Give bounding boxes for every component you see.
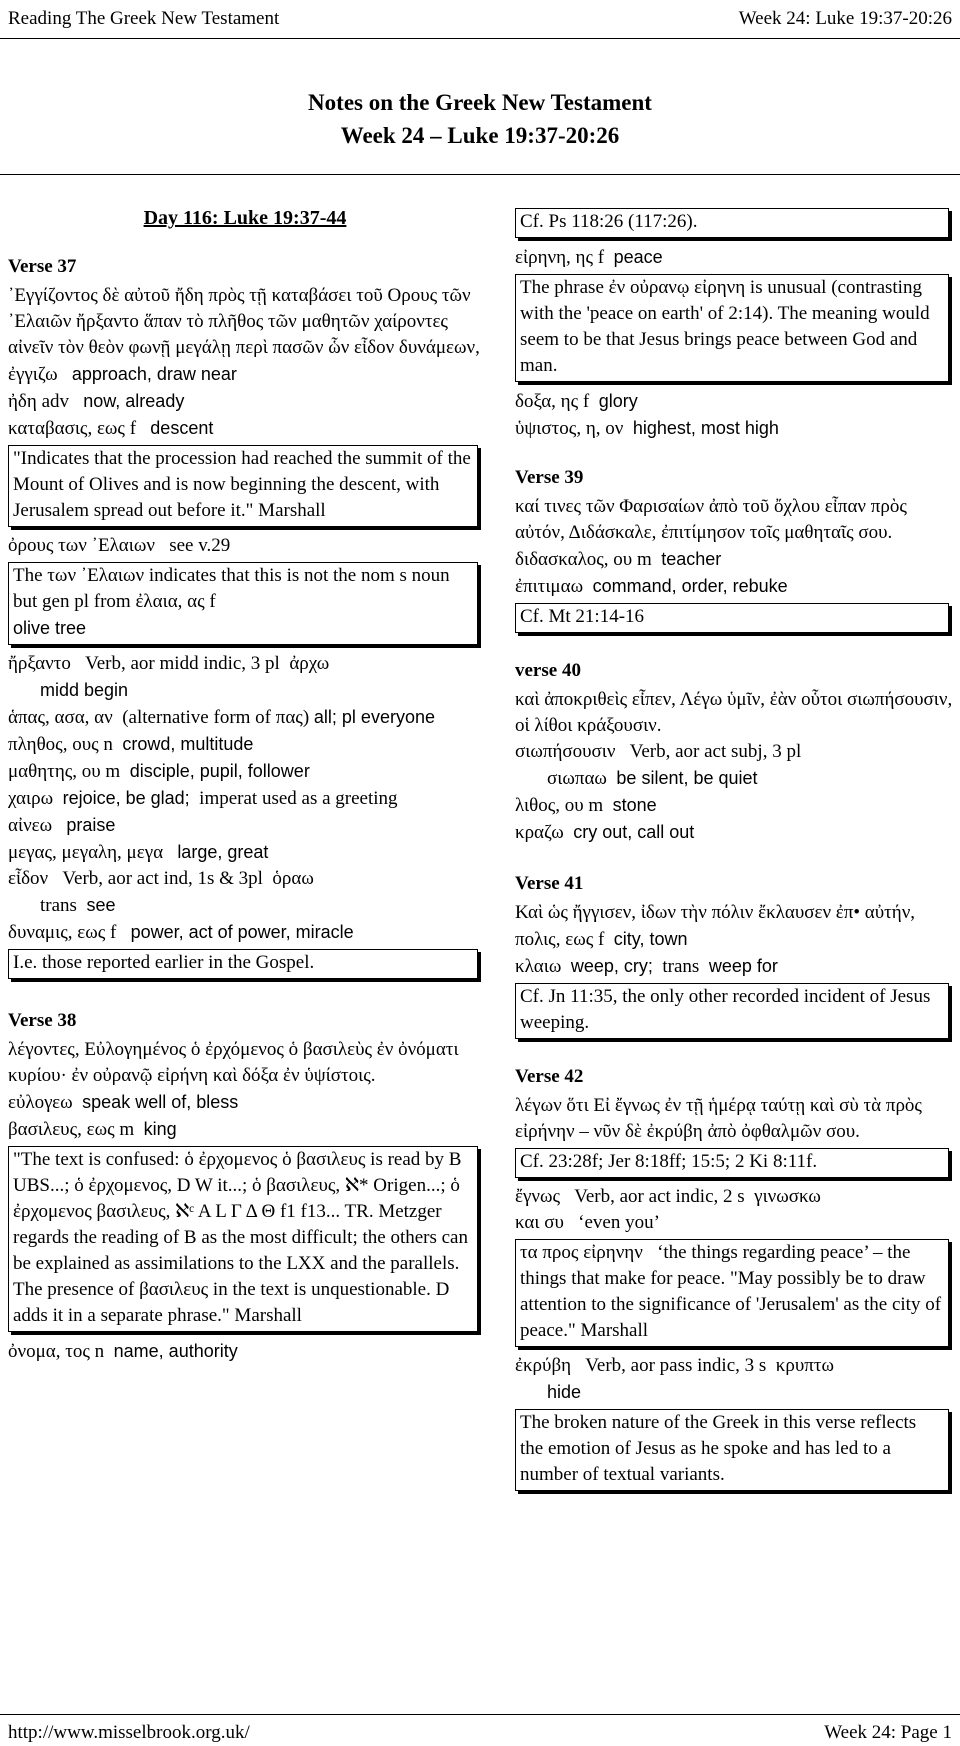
greek-word: πληθος, ους n [8, 734, 113, 755]
gloss: name, authority [113, 1341, 238, 1361]
vocab-entry [8, 704, 482, 731]
greek-word: διδασκαλος, ου m [515, 549, 652, 570]
greek-word: εἶδον [8, 868, 49, 889]
greek-word: καταβασις, εως f [8, 418, 137, 439]
gloss: stone [612, 795, 657, 815]
note-box: Cf. Jn 11:35, the only other recorded incident of Jesus weeping. [515, 983, 949, 1039]
note-box: "Indicates that the procession had reached the summit of the Mount of Olives and is now beginning the descent, with Jerusalem spread out before it." Marshall [8, 445, 478, 527]
greek-word: ἔγνως [515, 1186, 560, 1207]
greek-word: λιθος, ου m [515, 795, 604, 816]
gloss: power, act of power, miracle [130, 922, 354, 942]
gloss: be silent, be quiet [616, 768, 758, 788]
verse-39-heading: Verse 39 [515, 467, 584, 488]
note-box: The broken nature of the Greek in this verse reflects the emotion of Jesus as he spoke and has led to a number of textual variants. [515, 1409, 949, 1491]
vocab-entry [515, 244, 953, 271]
greek-word: εἰρηνη, ης f [515, 247, 605, 268]
grammar-note: trans [40, 895, 77, 916]
gloss: olive tree [13, 618, 87, 638]
greek-word: τα προς εἰρηνην [520, 1242, 643, 1263]
gloss: praise [66, 815, 116, 835]
greek-word: κλαιω [515, 956, 562, 977]
verse-40-heading: verse 40 [515, 660, 581, 681]
gloss: cry out, call out [573, 822, 695, 842]
gloss: ‘even you’ [578, 1212, 660, 1233]
gloss: crowd, multitude [122, 734, 254, 754]
greek-word: κραζω [515, 822, 564, 843]
greek-word: ἐπιτιμαω [515, 576, 584, 597]
vocab-entry [8, 758, 482, 785]
grammar-note: Verb, aor pass indic, 3 s [585, 1355, 767, 1376]
verse-42-heading: Verse 42 [515, 1066, 584, 1087]
greek-word: ἤρξαντο [8, 653, 71, 674]
note-text: ‘the things regarding peace’ – the things that make for peace. "May possibly be to draw attention to the significance of 'Jerusalem' as the city of peace." Marshall [520, 1242, 942, 1341]
gloss: hide [547, 1382, 582, 1402]
greek-word: γινωσκω [754, 1186, 821, 1207]
gloss: peace [613, 247, 663, 267]
vocab-entry [515, 819, 953, 846]
greek-word: σιωπαω [547, 768, 607, 789]
greek-word: δοξα, ης f [515, 391, 590, 412]
gloss: highest, most high [632, 418, 779, 438]
greek-word: βασιλευς, εως m [8, 1119, 135, 1140]
vocab-entry [8, 839, 482, 866]
note-box: The phrase ἐν οὐρανῳ εἰρηνη is unusual (contrasting with the 'peace on earth' of 2:14). The meaning would seem to be that Jesus brings peace between God and man. [515, 274, 949, 382]
vocab-entry [8, 1089, 482, 1116]
grammar-note: (alternative form of [122, 707, 271, 728]
gloss: disciple, pupil, follower [129, 761, 310, 781]
verse-37-text: ᾿Εγγίζοντος δὲ αὐτοῦ ἤδη πρὸς τῇ καταβάσει τοῦ Ορους τῶν ᾿Ελαιῶν ἤρξαντο ἅπαν τὸ πλῆθος τῶν μαθητῶν χαίροντες αἰνεῖν τὸν θεὸν φωνῇ μεγάλῃ περὶ πασῶν ὧν εἶδον δυνάμεων, [8, 285, 480, 358]
greek-word: ἀρχω [289, 653, 330, 674]
greek-word: ἐγγιζω [8, 364, 58, 385]
header-right-text: Week 24: Luke 19:37-20:26 [738, 8, 952, 29]
greek-word: κρυπτω [775, 1355, 834, 1376]
greek-word: μαθητης, ου m [8, 761, 121, 782]
greek-word: αἰνεω [8, 815, 53, 836]
greek-word: και συ [515, 1212, 564, 1233]
vocab-entry [515, 739, 953, 792]
gloss: now, already [83, 391, 185, 411]
gloss: see [86, 895, 116, 915]
greek-word: των ᾿Ελαιων [47, 565, 145, 586]
gloss: glory [598, 391, 638, 411]
verse-41-heading: Verse 41 [515, 873, 584, 894]
page-title [0, 86, 960, 152]
note-text: indicates that this is not the nom s noun but gen pl from [13, 565, 450, 612]
greek-word: χαιρω [8, 788, 54, 809]
greek-word: σιωπήσουσιν [515, 741, 616, 762]
grammar-note: trans [662, 956, 700, 977]
gloss: city, town [613, 929, 688, 949]
title-line-2: Week 24 – Luke 19:37-20:26 [340, 123, 620, 148]
greek-word: πας) [275, 707, 310, 728]
verse-38-heading: Verse 38 [8, 1010, 77, 1031]
gloss: command, order, rebuke [592, 576, 788, 596]
greek-word: ὑψιστος, η, ον [515, 418, 624, 439]
vocab-entry [515, 1184, 953, 1210]
verse-42-text: λέγων ὅτι Εἰ ἔγνως ἐν τῇ ἡμέρᾳ ταύτῃ καὶ σὺ τὰ πρὸς εἰρήνην – νῦν δὲ ἐκρύβη ἀπὸ ὀφθαλμῶν σου. [515, 1095, 922, 1142]
page-header [0, 0, 960, 39]
right-column [515, 205, 953, 1497]
vocab-entry [515, 388, 953, 415]
vocab-entry [8, 1116, 482, 1143]
note-box [8, 562, 478, 645]
greek-word: πολις, εως f [515, 929, 605, 950]
vocab-entry [8, 388, 482, 415]
note-box [515, 1239, 949, 1347]
greek-word: ἐκρύβη [515, 1355, 572, 1376]
vocab-entry [515, 953, 953, 980]
title-line-1: Notes on the Greek New Testament [308, 90, 652, 115]
verse-41-text: Καὶ ὡς ἤγγισεν, ἰδων τὴν πόλιν ἔκλαυσεν ἐπ• αὐτήν, [515, 902, 916, 923]
vocab-entry [8, 1338, 482, 1365]
gloss: king [143, 1119, 177, 1139]
title-separator [0, 174, 960, 175]
gloss: speak well of, bless [82, 1092, 239, 1112]
vocab-entry [8, 731, 482, 758]
note-box: "The text is confused: ὁ ἐρχομενος ὁ βασιλευς is read by B UBS...; ὁ ἐρχομενος, D W it...; ὁ βασιλευς, ℵ* Origen...; ὁ ἐρχομενος βασιλευς, ℵᶜ A L Γ Δ Θ f1 f13... TR. Metzger regards the reading of B as the most difficult; the others can be explained as assimilations to the LXX and the parallels. The presence of βασιλευς in the text is unquestionable. D adds it in a separate phrase." Marshall [8, 1146, 478, 1332]
gloss: large, great [177, 842, 269, 862]
vocab-entry [515, 573, 953, 600]
vocab-entry [8, 866, 482, 919]
note-box: Cf. Mt 21:14-16 [515, 603, 949, 633]
vocab-entry [515, 546, 953, 573]
grammar-note: Verb, aor act indic, 2 s [574, 1186, 745, 1207]
grammar-note: adv [41, 391, 70, 412]
grammar-note: Verb, aor act ind, 1s & 3pl [62, 868, 263, 889]
vocab-entry [515, 792, 953, 819]
greek-word: ἁπας, ασα, αν [8, 707, 113, 728]
gloss: rejoice, be glad; [62, 788, 190, 808]
note-text: The [13, 565, 43, 586]
verse-39-text: καί τινες τῶν Φαρισαίων ἀπὸ τοῦ ὄχλου εἶπαν πρὸς αὐτόν, Διδάσκαλε, ἐπιτίμησον τοῖς μαθηταῖς σου. [515, 496, 907, 543]
footer-rule [0, 1714, 960, 1715]
gloss: descent [150, 418, 214, 438]
greek-word: ἐλαια, ας f [135, 591, 216, 612]
verse-38-text: λέγοντες, Εὐλογημένος ὁ ἐρχόμενος ὁ βασιλεὺς ἐν ὀνόματι κυρίου· ἐν οὐρανῷ εἰρήνη καὶ δόξα ἐν ὑψίστοις. [8, 1039, 459, 1086]
verse-37-heading: Verse 37 [8, 256, 77, 277]
note-box: Cf. 23:28f; Jer 8:18ff; 15:5; 2 Ki 8:11f. [515, 1148, 949, 1178]
vocab-entry [8, 651, 482, 704]
greek-word: δυναμις, εως f [8, 922, 117, 943]
gloss: midd begin [40, 680, 129, 700]
vocab-entry [8, 919, 482, 946]
greek-word: ἠδη [8, 391, 37, 412]
vocab-entry [515, 926, 953, 953]
left-column [8, 205, 482, 1365]
greek-word: ὀρους των ᾿Ελαιων [8, 535, 155, 556]
header-left-text: Reading The Greek New Testament [8, 8, 280, 29]
greek-word: μεγας, μεγαλη, μεγα [8, 842, 164, 863]
gloss: teacher [661, 549, 722, 569]
note-box: Cf. Ps 118:26 (117:26). [515, 208, 949, 238]
vocab-entry [8, 415, 482, 442]
vocab-entry [8, 533, 482, 559]
greek-word: ὀνομα, τος n [8, 1341, 105, 1362]
reference: see v.29 [169, 535, 231, 556]
vocab-entry [8, 785, 482, 812]
gloss: all; pl everyone [313, 707, 435, 727]
day-heading: Day 116: Luke 19:37-44 [143, 207, 347, 229]
grammar-note: Verb, aor midd indic, 3 pl [85, 653, 280, 674]
vocab-entry [515, 1353, 953, 1406]
vocab-entry [8, 361, 482, 388]
verse-40-text: καὶ ἀποκριθεὶς εἶπεν, Λέγω ὑμῖν, ἐὰν οὗτοι σιωπήσουσιν, οἱ λίθοι κράξουσιν. [515, 689, 953, 736]
gloss: approach, draw near [71, 364, 237, 384]
footer-url[interactable]: http://www.misselbrook.org.uk/ [8, 1722, 250, 1743]
grammar-note: imperat used as a greeting [199, 788, 398, 809]
grammar-note: Verb, aor act subj, 3 pl [629, 741, 802, 762]
vocab-entry [8, 812, 482, 839]
vocab-entry [515, 1210, 953, 1236]
gloss: weep, cry; [570, 956, 653, 976]
gloss: weep for [708, 956, 778, 976]
note-box: I.e. those reported earlier in the Gospel. [8, 949, 478, 979]
greek-word: ὁραω [272, 868, 314, 889]
vocab-entry [515, 415, 953, 442]
greek-word: εὐλογεω [8, 1092, 73, 1113]
footer-page-number: Week 24: Page 1 [824, 1722, 952, 1743]
